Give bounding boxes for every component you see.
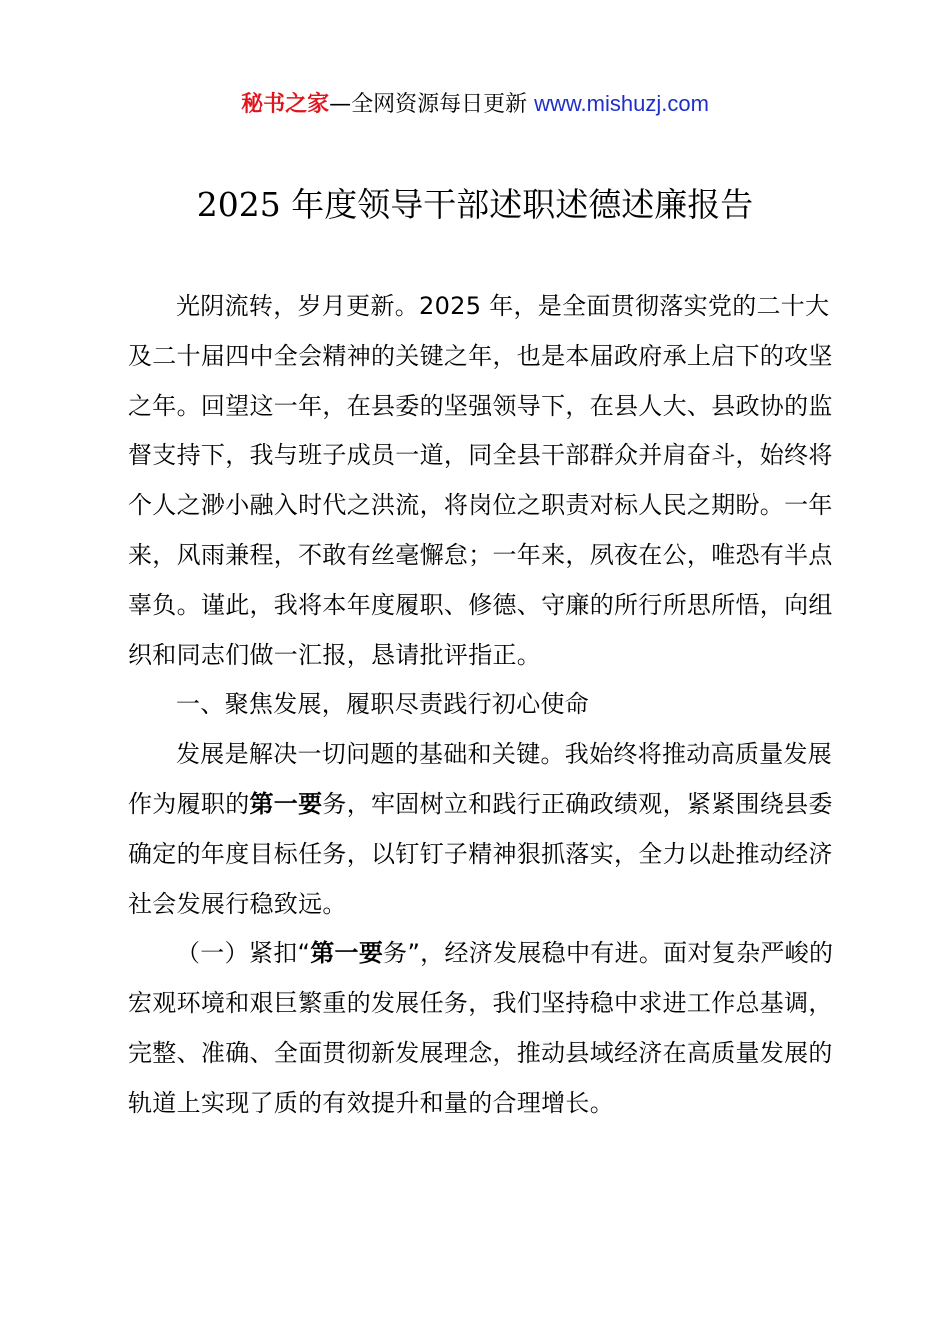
paragraph-text: 务，牢固树立和践行正确政绩观，紧紧围绕县委确定的年度目标任务，以钉钉子精神狠抓落实，全力以赴推动经济社会发展行稳致远。 [128,789,833,918]
section-paragraph [128,730,848,929]
site-header [0,88,950,121]
bold-emphasis: 第一要 [310,939,384,968]
site-tagline: —全网资源每日更新 [329,92,528,117]
site-url-link[interactable]: www.mishuzj.com [534,91,709,116]
paragraph-text: （一）紧扣“ [176,939,311,968]
paragraph-text: 发展是解决一切问题的基础和关键。我始终将推动高质量发展作为履职的 [128,740,833,818]
site-brand: 秘书之家 [241,92,330,117]
document-title: 2025 年度领导干部述职述德述廉报告 [196,185,754,224]
subsection-paragraph [128,929,848,1128]
bold-emphasis: 第一要 [249,789,323,818]
section-heading: 一、聚焦发展，履职尽责践行初心使命 [176,690,590,719]
intro-paragraph: 光阴流转，岁月更新。2025 年，是全面贯彻落实党的二十大及二十届四中全会精神的关键之年，也是本届政府承上启下的攻坚之年。回望这一年，在县委的坚强领导下，在县人大、县政协的监督支持下，我与班子成员一道，同全县干部群众并肩奋斗，始终将个人之渺小融入时代之洪流，将岗位之职责对标人民之期盼。一年来，风雨兼程，不敢有丝毫懈怠；一年来，夙夜在公，唯恐有半点辜负。谨此，我将本年度履职、修德、守廉的所行所思所悟，向组织和同志们做一汇报，恳请批评指正。 [128,292,833,669]
paragraph-text: 务”，经济发展稳中有进。面对复杂严峻的宏观环境和艰巨繁重的发展任务，我们坚持稳中求进工作总基调，完整、准确、全面贯彻新发展理念，推动县域经济在高质量发展的轨道上实现了质的有效提升和量的合理增长。 [128,939,834,1117]
document-body [128,282,848,1129]
